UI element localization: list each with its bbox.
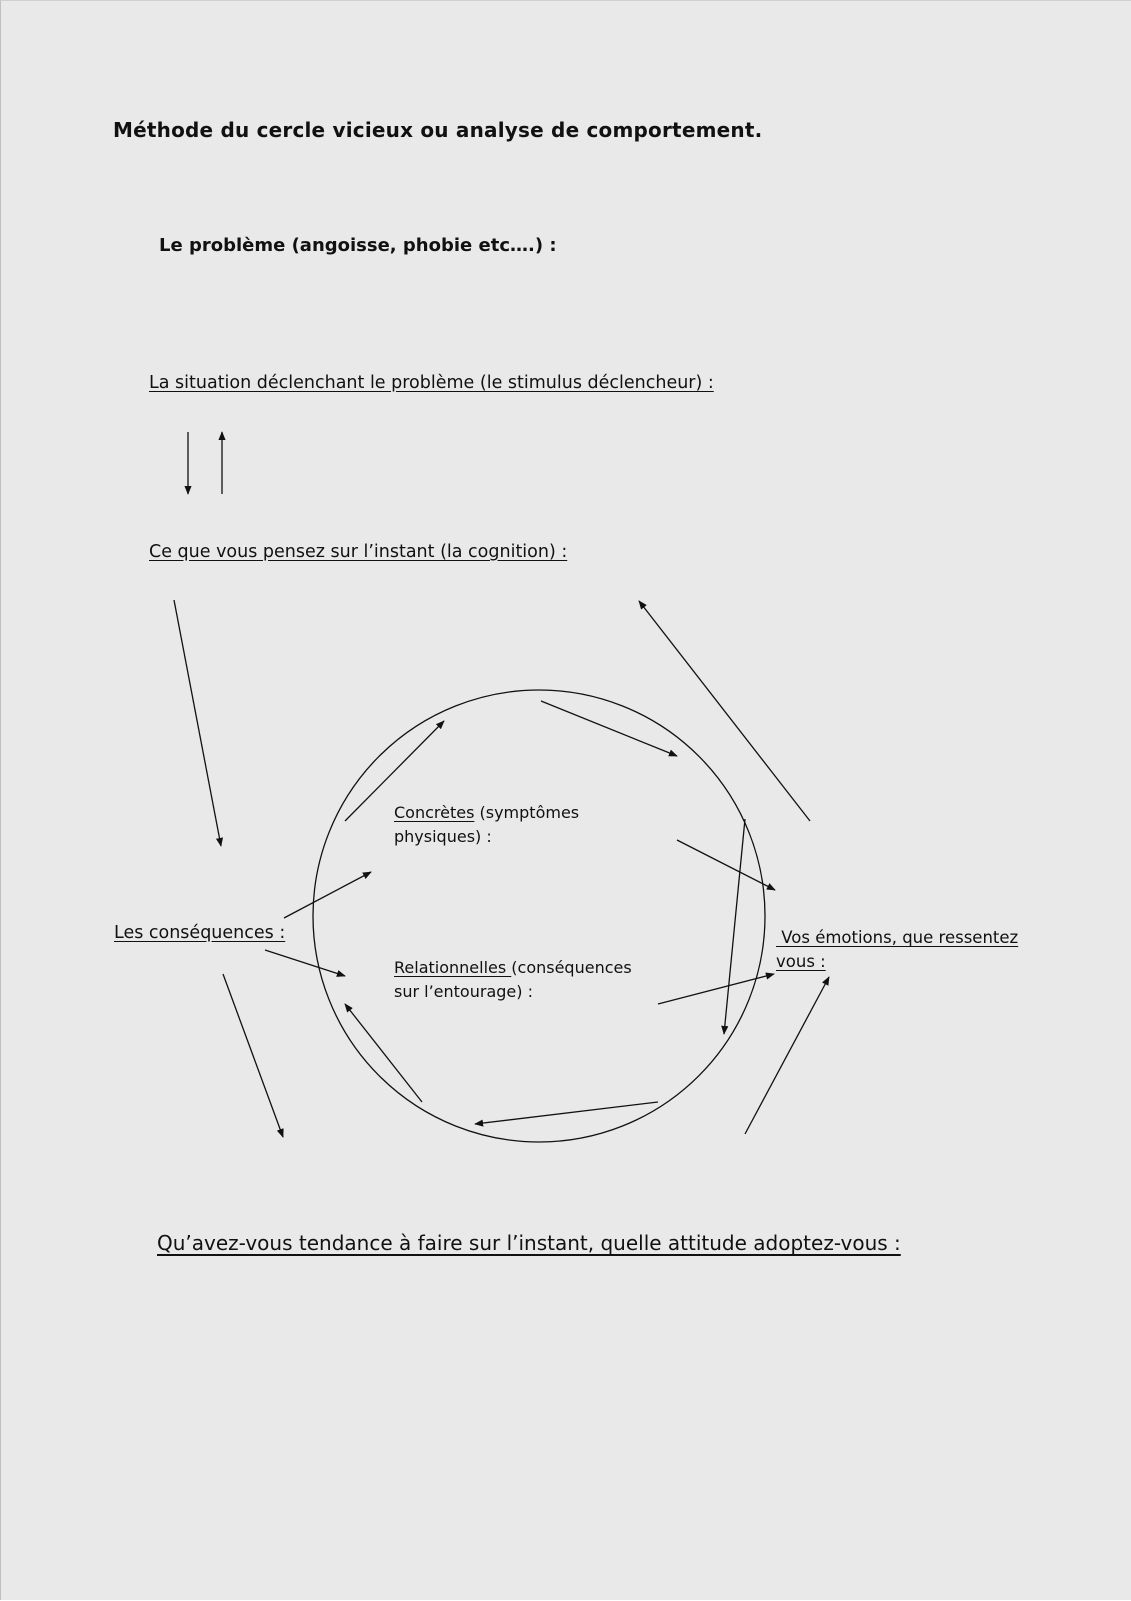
relationnelles-line2: sur l’entourage) :	[394, 982, 533, 1001]
emotions-line2: vous :	[776, 952, 826, 971]
problem-heading: Le problème (angoisse, phobie etc….) :	[159, 235, 557, 256]
arrow-concretes-to-emotions	[677, 840, 775, 890]
concretes-line2: physiques) :	[394, 827, 492, 846]
arrow-consequences-to-concretes	[284, 872, 371, 918]
cycle-arrow-bottom-left	[345, 1004, 422, 1102]
cycle-arrow-top-right	[541, 701, 677, 756]
relationnelles-line1: (conséquences	[511, 958, 632, 977]
concretes-term: Concrètes	[394, 803, 475, 822]
cycle-circle	[313, 690, 765, 1142]
page-title: Méthode du cercle vicieux ou analyse de comportement.	[113, 118, 763, 142]
arrow-consequences-to-attitude	[223, 974, 283, 1137]
cycle-arrow-right	[724, 819, 745, 1034]
relationnelles-term: Relationnelles	[394, 958, 512, 977]
attitude-label: Qu’avez-vous tendance à faire sur l’instant, quelle attitude adoptez-vous :	[157, 1231, 901, 1255]
concretes-block	[394, 801, 579, 849]
concretes-line1: (symptômes	[474, 803, 580, 822]
arrow-cognition-to-consequences	[174, 600, 221, 846]
consequences-label: Les conséquences :	[114, 923, 286, 943]
relationnelles-block	[394, 956, 632, 1004]
situation-label: La situation déclenchant le problème (le stimulus déclencheur) :	[149, 373, 714, 393]
emotions-block	[776, 926, 1018, 974]
arrow-consequences-to-relationnelles	[265, 950, 345, 976]
cycle-arrow-bottom	[475, 1102, 658, 1124]
arrow-attitude-to-emotions	[745, 977, 829, 1134]
cognition-label: Ce que vous pensez sur l’instant (la cognition) :	[149, 542, 568, 562]
arrow-relationnelles-to-emotions	[658, 974, 774, 1004]
emotions-line1: Vos émotions, que ressentez	[776, 928, 1019, 947]
